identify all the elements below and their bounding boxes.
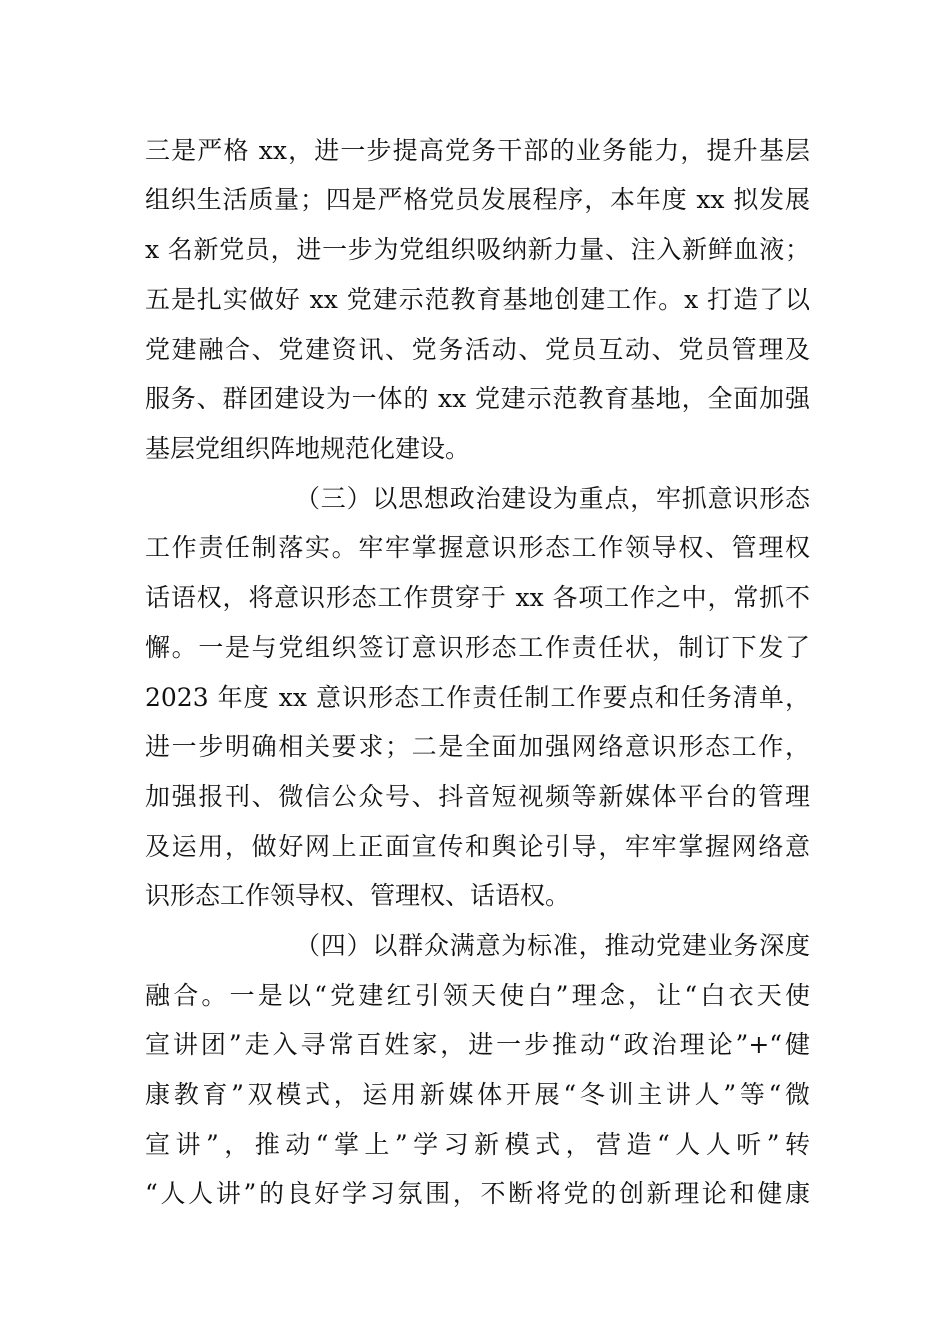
paragraph-line-3: x 名新党员，进一步为党组织吸纳新力量、注入新鲜血液；: [145, 235, 810, 264]
paragraph-line-13: 进一步明确相关要求；二是全面加强网络意识形态工作，: [145, 732, 810, 761]
paragraph-line-15: 及运用，做好网上正面宣传和舆论引导，牢牢掌握网络意: [145, 832, 810, 861]
paragraph-line-6: 服务、群团建设为一体的 xx 党建示范教育基地，全面加强: [145, 384, 810, 413]
paragraph-line-10: 话语权，将意识形态工作贯穿于 xx 各项工作之中，常抓不: [145, 583, 810, 612]
paragraph-line-14: 加强报刊、微信公众号、抖音短视频等新媒体平台的管理: [145, 782, 810, 811]
paragraph-line-9: 工作责任制落实。牢牢掌握意识形态工作领导权、管理权: [145, 533, 810, 562]
paragraph-line-12: 2023 年度 xx 意识形态工作责任制工作要点和任务清单，: [145, 683, 810, 712]
section-heading-3: （三）以思想政治建设为重点，牢抓意识形态: [295, 484, 810, 513]
paragraph-line-20: 康教育”双模式，运用新媒体开展“冬训主讲人”等“微: [145, 1080, 810, 1109]
section-heading-4: （四）以群众满意为标准，推动党建业务深度: [295, 931, 810, 960]
paragraph-line-21: 宣讲”，推动“掌上”学习新模式，营造“人人听”转: [145, 1130, 810, 1159]
paragraph-line-22: “人人讲”的良好学习氛围，不断将党的创新理论和健康: [145, 1179, 810, 1208]
paragraph-line-5: 党建融合、党建资讯、党务活动、党员互动、党员管理及: [145, 335, 810, 364]
paragraph-line-4: 五是扎实做好 xx 党建示范教育基地创建工作。x 打造了以: [145, 285, 810, 314]
paragraph-line-16: 识形态工作领导权、管理权、话语权。: [145, 881, 571, 910]
paragraph-line-2: 组织生活质量；四是严格党员发展程序，本年度 xx 拟发展: [145, 185, 810, 214]
paragraph-line-1: 三是严格 xx，进一步提高党务干部的业务能力，提升基层: [145, 136, 810, 165]
paragraph-line-7: 基层党组织阵地规范化建设。: [145, 434, 471, 463]
paragraph-line-19: 宣讲团”走入寻常百姓家，进一步推动“政治理论”+“健: [145, 1030, 810, 1059]
paragraph-line-18: 融合。一是以“党建红引领天使白”理念，让“白衣天使: [145, 981, 810, 1010]
paragraph-line-11: 懈。一是与党组织签订意识形态工作责任状，制订下发了: [145, 633, 810, 662]
